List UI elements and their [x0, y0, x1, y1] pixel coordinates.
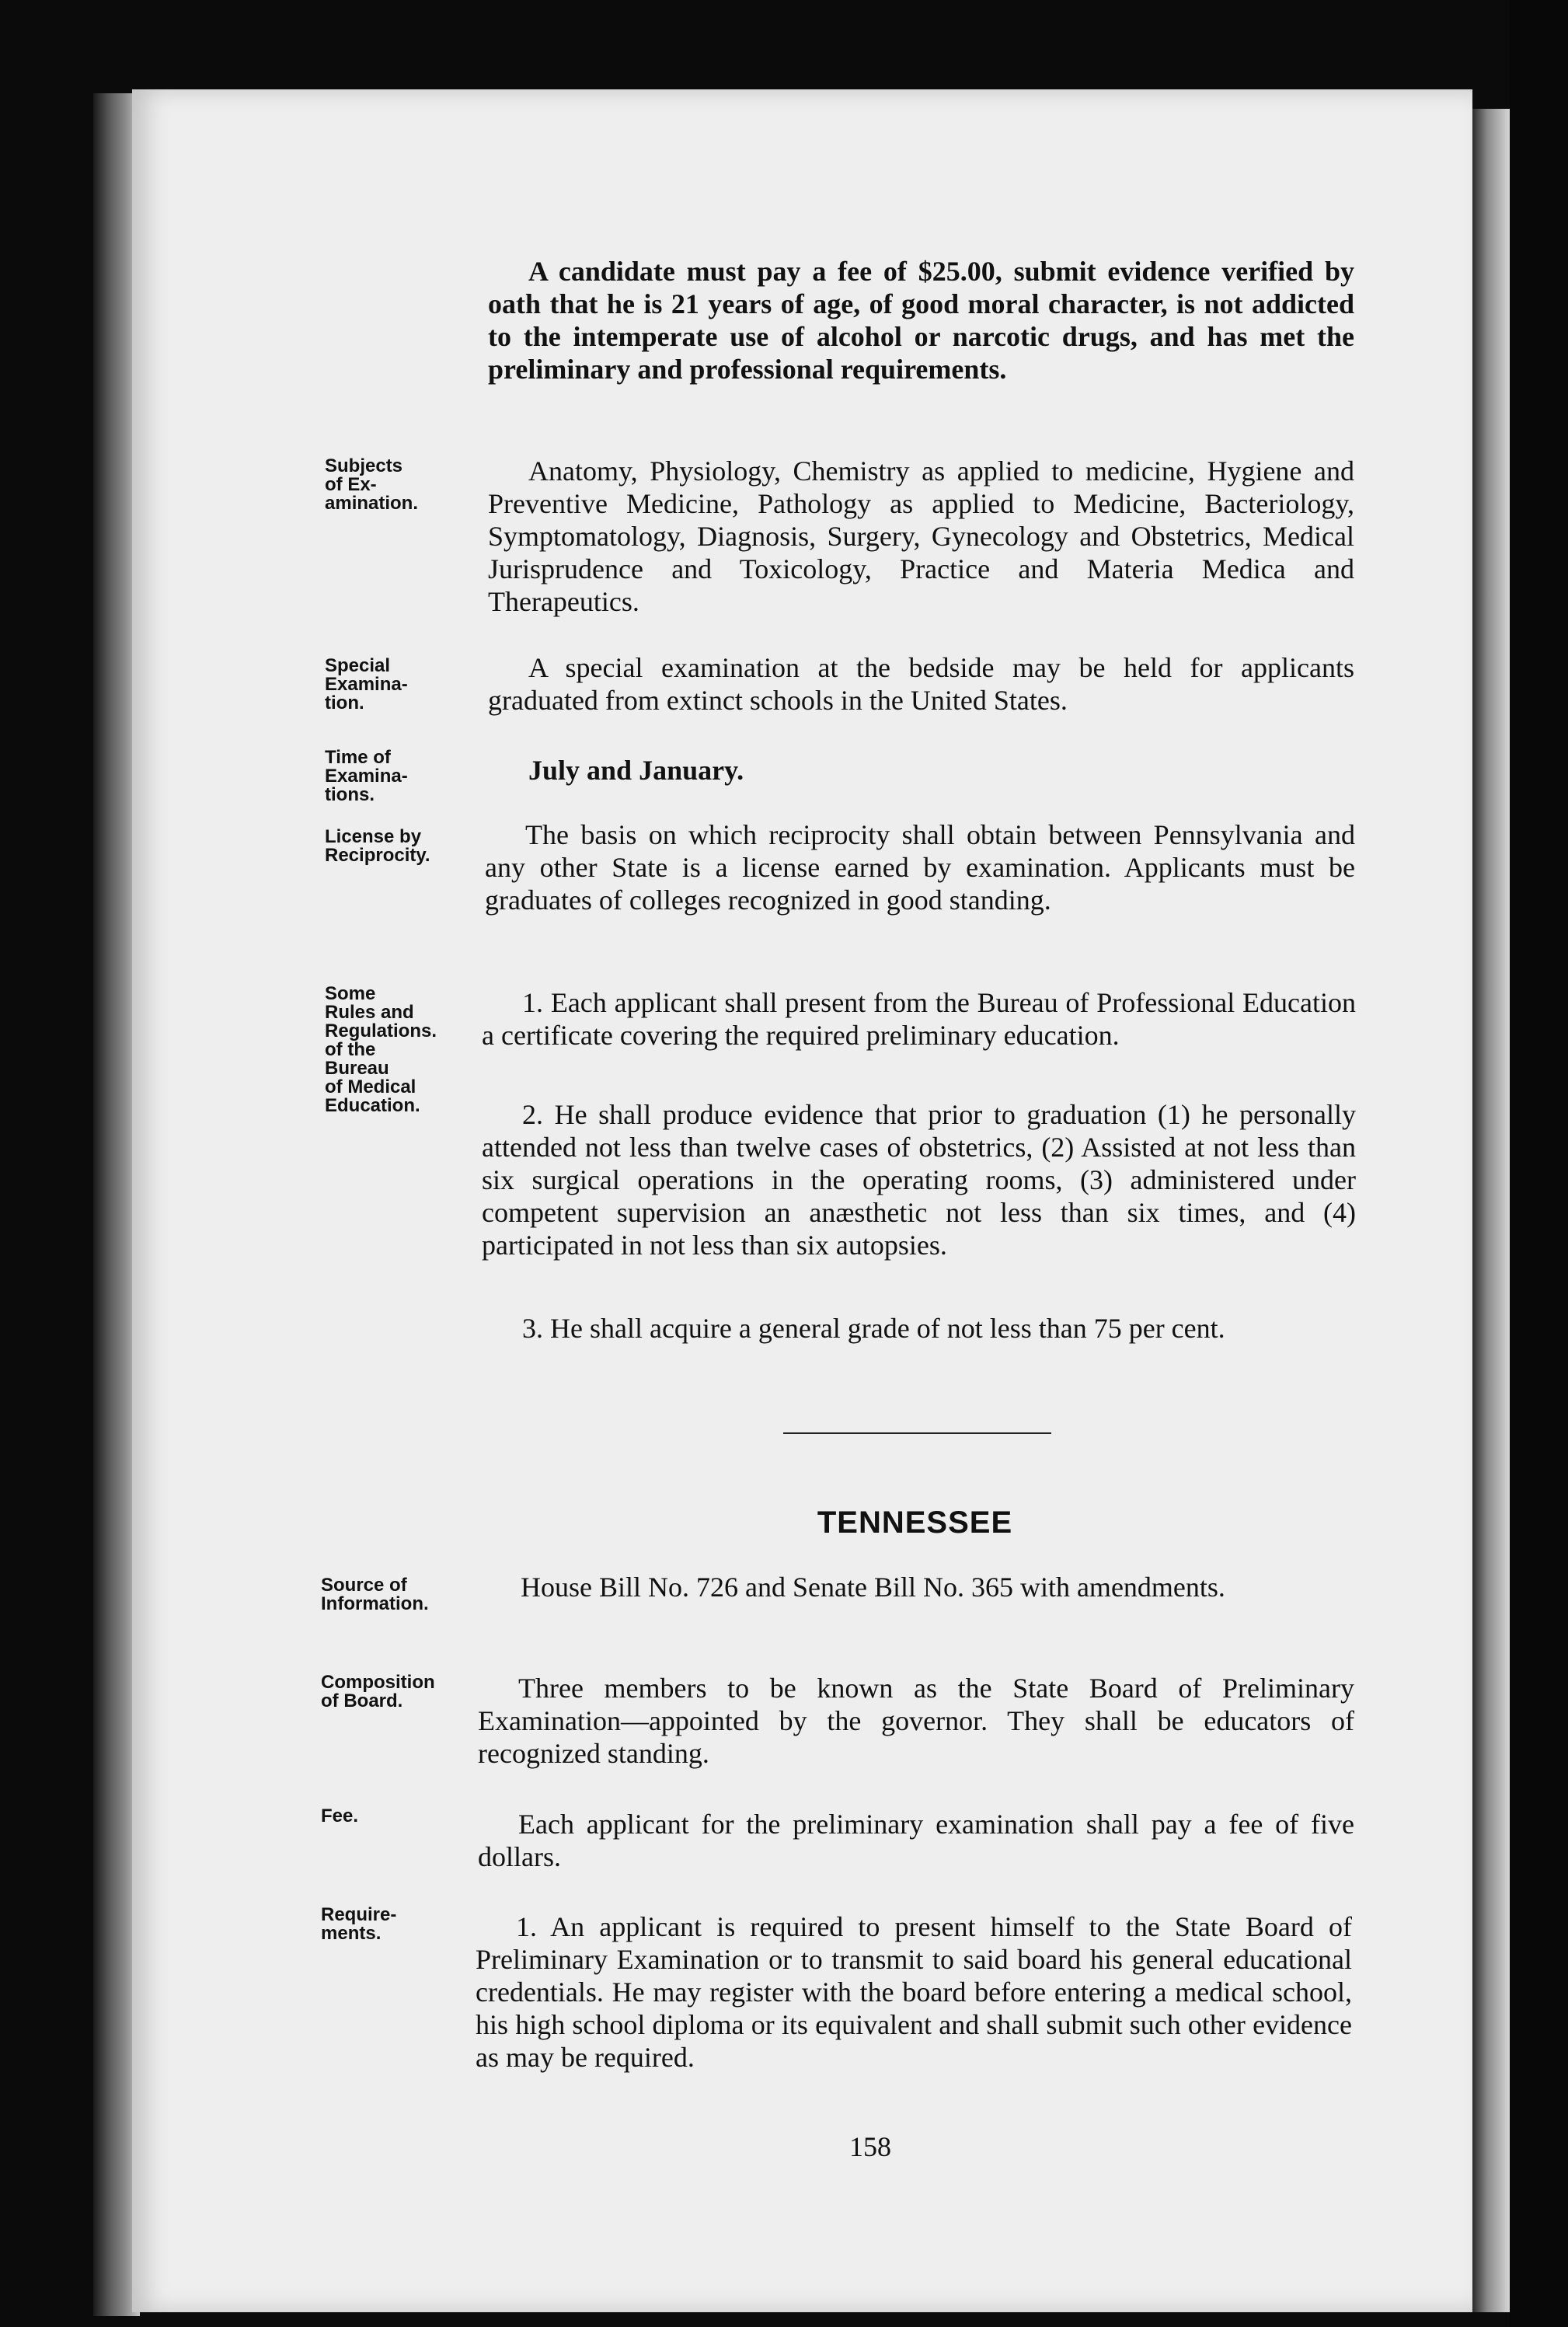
margin-note-license-by-reciprocity: License by Reciprocity.	[325, 826, 430, 866]
rule-3-paragraph: 3. He shall acquire a general grade of not less than 75 per cent.	[522, 1313, 1225, 1344]
margin-note-fee: Fee.	[321, 1805, 359, 1826]
margin-note-composition-of-board: Composition of Board.	[321, 1672, 435, 1711]
composition-paragraph: Three members to be known as the State Board of Preliminary Examination—appointed by the governor. They shall be educators of recognized standing.	[478, 1673, 1354, 1769]
fee-requirements-paragraph: A candidate must pay a fee of $25.00, submit evidence verified by oath that he is 21 years of age, of good moral character, is not addicted to the intemperate use of alcohol or narcotic drugs, and has met the preliminary and professional requirements.	[488, 256, 1354, 385]
rule-2-paragraph: 2. He shall produce evidence that prior to graduation (1) he personally attended not less than twelve cases of obstetrics, (2) Assisted at not less than six surgical operations in the operating rooms, (3) administered under competent supervision an anæsthetic not less than six times, and (4) participated in not less than six autopsies.	[482, 1099, 1356, 1261]
source-paragraph: House Bill No. 726 and Senate Bill No. 365 with amendments.	[521, 1572, 1225, 1603]
special-examination-paragraph: A special examination at the bedside may be held for applicants graduated from extinct schools in the United States.	[488, 652, 1354, 716]
page-number: 158	[849, 2131, 891, 2162]
book-binding-right	[1472, 109, 1510, 2312]
reciprocity-paragraph: The basis on which reciprocity shall obtain between Pennsylvania and any other State is a license earned by examination. Applicants must be graduates of colleges recognized in good standing.	[485, 819, 1355, 916]
fee-paragraph: Each applicant for the preliminary examination shall pay a fee of five dollars.	[478, 1809, 1354, 1872]
margin-note-time-of-examinations: Time of Examina- tions.	[325, 747, 408, 805]
margin-note-rules-and-regulations: Some Rules and Regulations. of the Bureau of Medical Education.	[325, 983, 437, 1116]
rule-1-paragraph: 1. Each applicant shall present from the Bureau of Professional Education a certificate covering the required preliminary education.	[482, 987, 1356, 1051]
margin-note-special-examination: Special Examina- tion.	[325, 655, 408, 713]
time-of-examinations-paragraph: July and January.	[528, 755, 744, 786]
requirements-paragraph: 1. An applicant is required to present himself to the State Board of Preliminary Examination or to transmit to said board his general educational credentials. He may register with the board before entering a medical school, his high school diploma or its equivalent and shall submit such other evidence as may be required.	[476, 1911, 1352, 2073]
margin-note-subjects: Subjects of Ex- amination.	[325, 455, 419, 514]
subjects-paragraph: Anatomy, Physiology, Chemistry as applied to medicine, Hygiene and Preventive Medicine, Pathology as applied to Medicine, Bacteriology, Symptomatology, Diagnosis, Surgery, Gynecology and Obstetrics, Medical Jurisprudence and Toxicology, Practice and Materia Medica and Therapeutics.	[488, 455, 1354, 617]
margin-note-source-of-information: Source of Information.	[321, 1575, 429, 1614]
section-divider	[783, 1432, 1051, 1434]
scan-background-right	[1510, 0, 1568, 2327]
margin-note-requirements: Require- ments.	[321, 1904, 397, 1944]
section-heading-tennessee: TENNESSEE	[817, 1505, 1013, 1540]
